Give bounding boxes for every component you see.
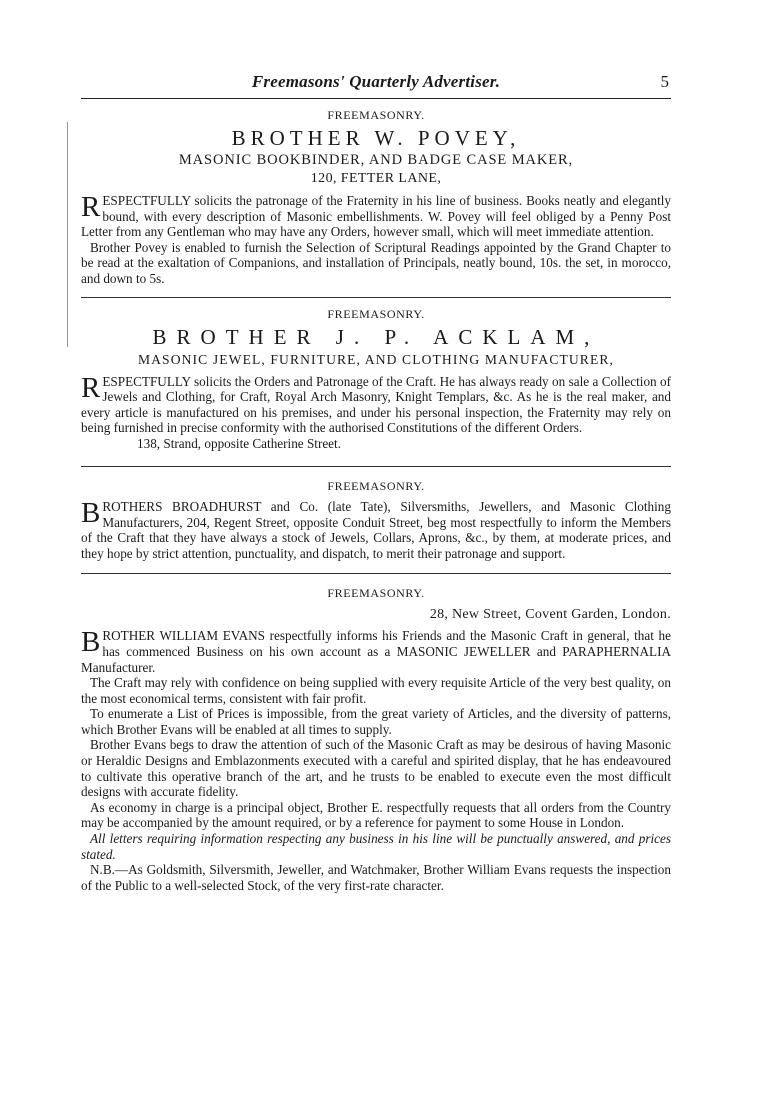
ad-paragraph [81, 193, 671, 240]
advertisement-evans [81, 586, 671, 893]
ad-paragraph: Brother Povey is enabled to furnish the Selection of Scriptural Readings appointed by the Grand Chapter to be read at the exaltation of Companions, and installation of Principals, neatly bound, 10s. the set, in morocco, and down to 5s. [81, 239, 671, 286]
advertiser-trade: MASONIC JEWEL, FURNITURE, AND CLOTHING MANUFACTURER, [137, 351, 615, 367]
section-divider [81, 573, 671, 574]
advertiser-name: BROTHER W. POVEY, [231, 126, 521, 150]
running-head [81, 72, 671, 96]
ad-kicker: FREEMASONRY. [327, 306, 425, 321]
ad-paragraph: As economy in charge is a principal object, Brother E. respectfully requests that all orders from the Country may be accompanied by the amount required, or by a reference for payment to some House in London. [81, 799, 671, 831]
page-number: 5 [660, 72, 669, 91]
ad-paragraph: Brother Evans begs to draw the attention of such of the Masonic Craft as may be desirous of having Masonic or Heraldic Designs and Emblazonments executed with a careful and spirited display, that he has endeavoured to cultivate this operative branch of the art, and he trusts to be enabled to execute even the most difficult designs with accurate fidelity. [81, 737, 671, 800]
advertisement-acklam [81, 307, 671, 467]
document-page [81, 72, 671, 893]
ad-paragraph [81, 496, 671, 561]
advertiser-address: 120, FETTER LANE, [310, 171, 442, 186]
ad-paragraph-text: ESPECTFULLY solicits the patronage of the Fraternity in his line of business. Books neatly and elegantly bound, with every description of Masonic embellishments. W. Povey will feel obliged by a Penny Post Letter from any Gentleman who may have any Orders, however small, which will meet immediate attention. [81, 193, 671, 240]
advertiser-name: BROTHER J. P. ACKLAM, [152, 324, 600, 349]
ad-paragraph-text: ROTHER WILLIAM EVANS respectfully informs his Friends and the Masonic Craft in general, that he has commenced Business on his own account as a MASONIC JEWELLER and PARAPHERNALIA Manufacturer. [81, 628, 671, 675]
ad-kicker: FREEMASONRY. [327, 586, 425, 601]
ad-paragraph: All letters requiring information respecting any business in his line will be punctually answered, and prices stated. [81, 831, 671, 862]
ad-paragraph: The Craft may rely with confidence on being supplied with every requisite Article of the very best quality, on the most economical terms, consistent with fair profit. [81, 675, 671, 706]
ad-paragraph-text: ROTHERS BROADHURST and Co. (late Tate), Silversmiths, Jewellers, and Masonic Clothing Manufacturers, 204, Regent Street, opposite Conduit Street, beg most respectfully to inform the Members of the Craft that they have always a stock of Jewels, Collars, Aprons, &c., by them, at moderate prices, and they hope by strict attention, punctuality, and dispatch, to merit their patronage and support. [81, 498, 671, 561]
ad-paragraph [81, 628, 671, 675]
ad-kicker: FREEMASONRY. [327, 478, 425, 493]
section-divider [81, 466, 671, 467]
drop-cap: B [81, 496, 101, 529]
ad-paragraph: To enumerate a List of Prices is impossible, from the great variety of Articles, and the diversity of patterns, which Brother Evans will be enabled at all times to supply. [81, 706, 671, 737]
drop-cap: R [81, 371, 101, 404]
advertisement-broadhurst [81, 479, 671, 574]
advertisement-povey [81, 108, 671, 298]
ad-paragraph [81, 371, 671, 436]
margin-mark [67, 122, 68, 347]
header-rule [81, 98, 671, 99]
running-title: Freemasons' Quarterly Advertiser. [251, 72, 501, 91]
shop-address: 138, Strand, opposite Catherine Street. [137, 435, 342, 451]
ad-paragraph: N.B.—As Goldsmith, Silversmith, Jeweller, and Watchmaker, Brother William Evans requests the inspection of the Public to a well-selected Stock, of the very first-rate character. [81, 862, 671, 893]
section-divider [81, 297, 671, 298]
drop-cap: R [81, 191, 101, 223]
drop-cap: B [81, 626, 101, 659]
ad-kicker: FREEMASONRY. [327, 108, 425, 122]
ad-paragraph-text: ESPECTFULLY solicits the Orders and Patronage of the Craft. He has always ready on sale a Collection of Jewels and Clothing, for Craft, Royal Arch Masonry, Knight Templars, &c. As he is the real maker, and every article is manufactured on his premises, and under his personal inspection, the Fraternity may rely on being furnished in precise conformity with the authorised Constitutions of the different Orders. [81, 373, 671, 436]
advertiser-address: 28, New Street, Covent Garden, London. [429, 607, 671, 623]
advertiser-trade: MASONIC BOOKBINDER, AND BADGE CASE MAKER, [178, 152, 574, 168]
